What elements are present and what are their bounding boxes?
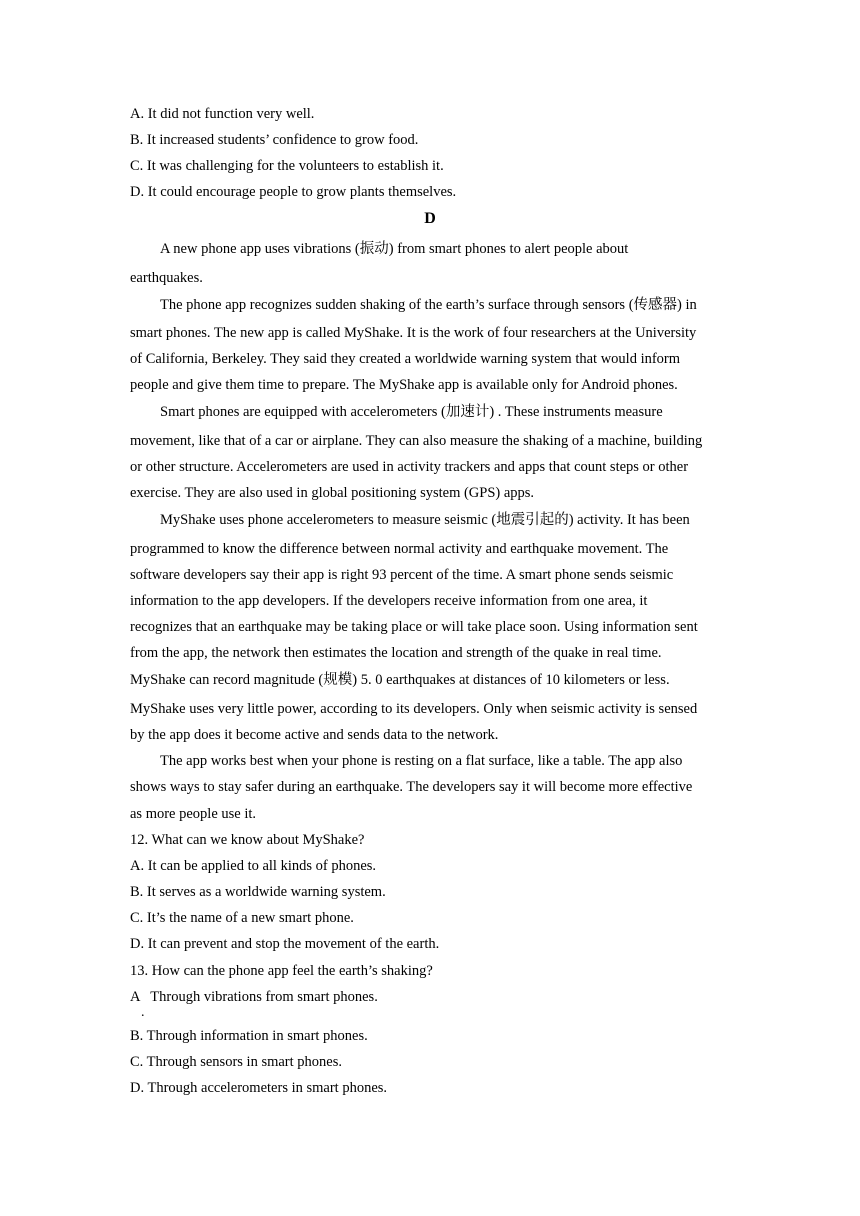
q13-option-b: B. Through information in smart phones. (130, 1028, 368, 1044)
q12-question: 12. What can we know about MyShake? (130, 832, 365, 848)
passage-line: MyShake uses phone accelerometers to measure seismic (地震引起的) activity. It has been (160, 512, 690, 528)
passage-line: by the app does it become active and sends data to the network. (130, 727, 499, 743)
passage-line: movement, like that of a car or airplane. They can also measure the shaking of a machine, building (130, 433, 703, 449)
q12-option-b: B. It serves as a worldwide warning system. (130, 884, 386, 900)
section-heading: D (424, 210, 436, 227)
passage-line: software developers say their app is right 93 percent of the time. A smart phone sends seismic (130, 567, 674, 583)
passage-line: A new phone app uses vibrations (振动) from smart phones to alert people about (160, 241, 629, 257)
q11-option-c: C. It was challenging for the volunteers to establish it. (130, 158, 444, 174)
q12-option-c: C. It’s the name of a new smart phone. (130, 910, 354, 926)
q13-question: 13. How can the phone app feel the earth’s shaking? (130, 963, 433, 979)
passage-line: smart phones. The new app is called MyShake. It is the work of four researchers at the University (130, 325, 697, 341)
passage-line: as more people use it. (130, 806, 257, 822)
q13-option-c: C. Through sensors in smart phones. (130, 1054, 342, 1070)
passage-line: recognizes that an earthquake may be taking place or will take place soon. Using information sent (130, 619, 698, 635)
q13-option-a-dot: . (141, 1005, 145, 1020)
passage-line: exercise. They are also used in global positioning system (GPS) apps. (130, 485, 535, 501)
passage-line: MyShake can record magnitude (规模) 5. 0 earthquakes at distances of 10 kilometers or less. (130, 672, 670, 688)
q12-option-d: D. It can prevent and stop the movement of the earth. (130, 936, 440, 952)
passage-line: information to the app developers. If the developers receive information from one area, it (130, 593, 648, 609)
passage-line: or other structure. Accelerometers are used in activity trackers and apps that count steps or other (130, 459, 689, 475)
passage-line: The app works best when your phone is resting on a flat surface, like a table. The app also (160, 753, 683, 769)
passage-line: people and give them time to prepare. The MyShake app is available only for Android phones. (130, 377, 678, 393)
passage-line: MyShake uses very little power, according to its developers. Only when seismic activity is sensed (130, 701, 698, 717)
q13-option-d: D. Through accelerometers in smart phones. (130, 1080, 388, 1096)
q13-option-a: A Through vibrations from smart phones. (130, 989, 378, 1005)
q11-option-a: A. It did not function very well. (130, 106, 315, 122)
q11-option-b: B. It increased students’ confidence to grow food. (130, 132, 419, 148)
passage-line: programmed to know the difference between normal activity and earthquake movement. The (130, 541, 669, 557)
passage-line: Smart phones are equipped with accelerometers (加速计) . These instruments measure (160, 404, 663, 420)
q12-option-a: A. It can be applied to all kinds of phones. (130, 858, 377, 874)
passage-line: earthquakes. (130, 270, 203, 286)
q11-option-d: D. It could encourage people to grow plants themselves. (130, 184, 457, 200)
passage-line: The phone app recognizes sudden shaking of the earth’s surface through sensors (传感器) in (160, 297, 697, 313)
passage-line: of California, Berkeley. They said they created a worldwide warning system that would inform (130, 351, 681, 367)
passage-line: from the app, the network then estimates the location and strength of the quake in real time. (130, 645, 662, 661)
passage-line: shows ways to stay safer during an earthquake. The developers say it will become more effective (130, 779, 693, 795)
